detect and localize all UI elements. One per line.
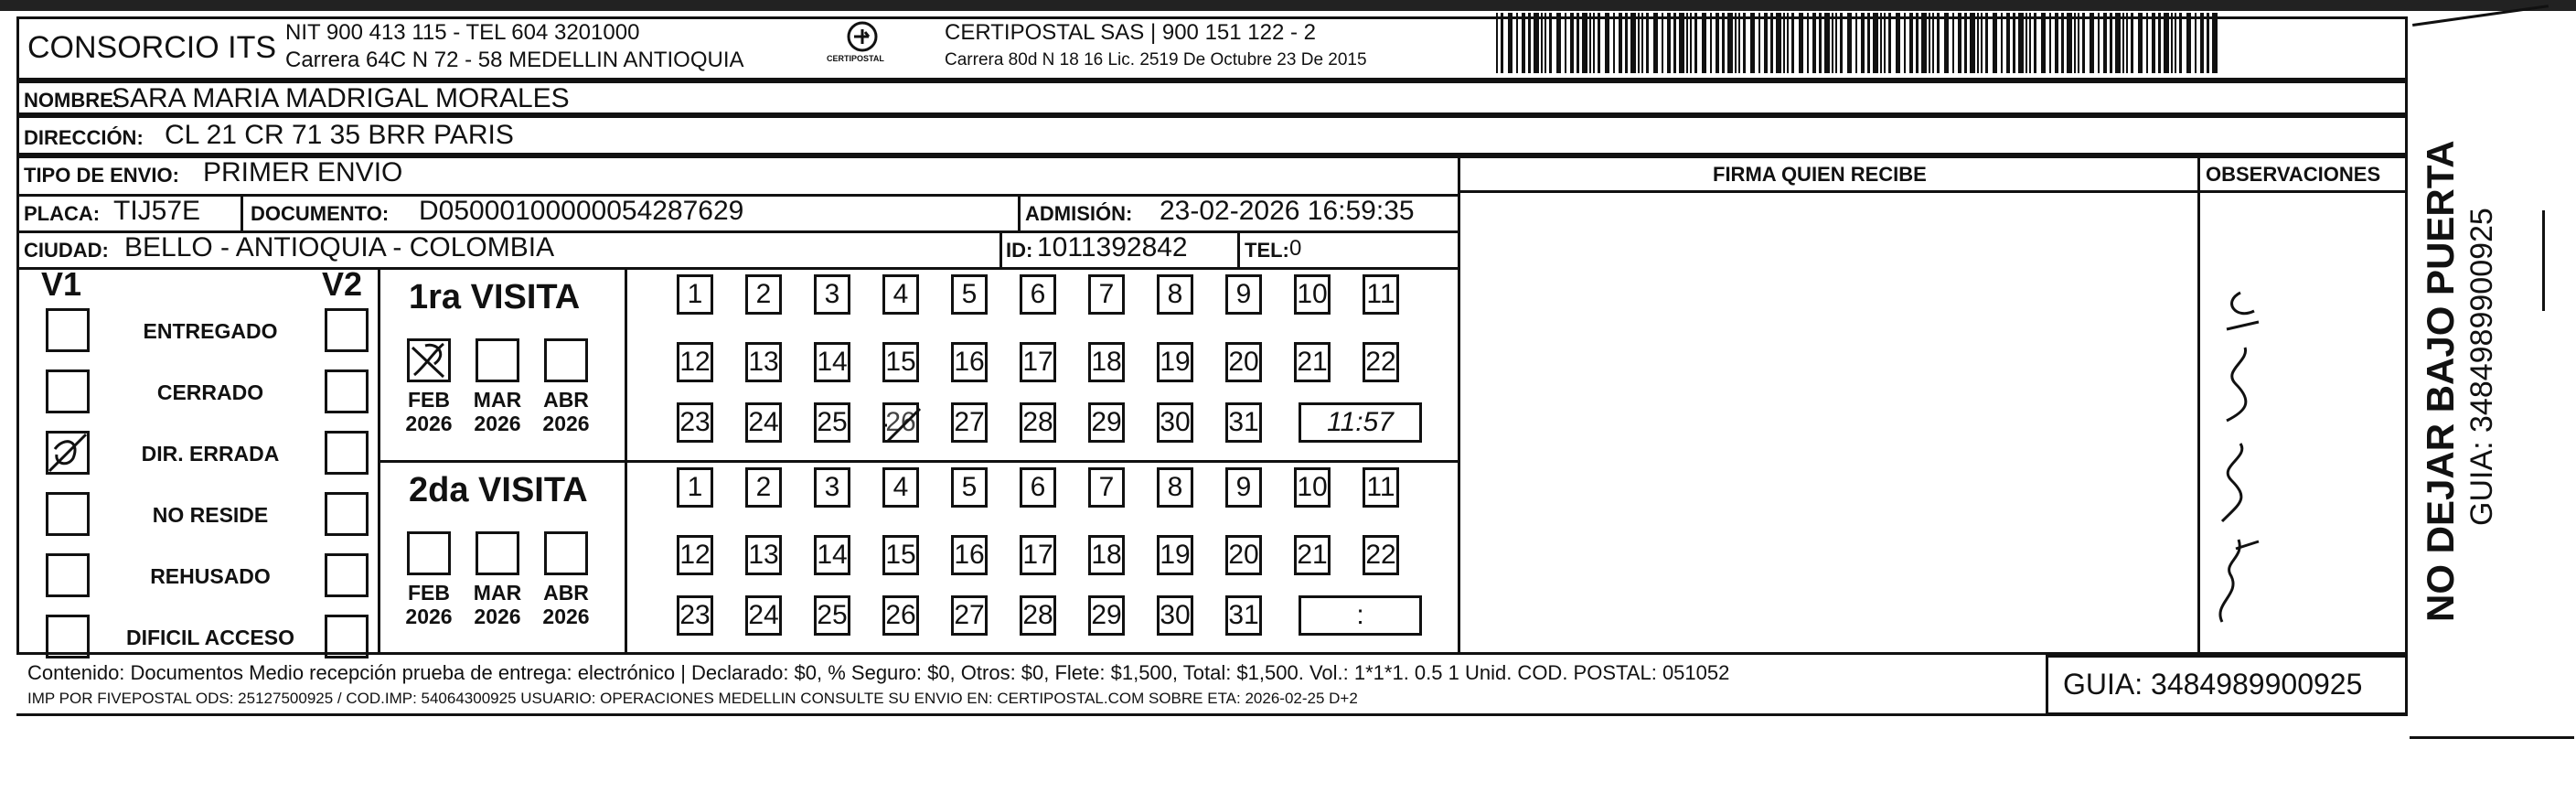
barcode-bar [1508,13,1512,73]
month-label [397,581,461,629]
month-name: ABR [543,581,589,605]
v2-checkbox[interactable] [325,615,369,658]
barcode-bar [1577,13,1579,73]
day-box[interactable]: 15 [882,535,919,575]
barcode-bar [1735,13,1737,73]
row-line [16,267,1458,270]
day-box[interactable]: 22 [1363,342,1399,382]
handwritten-observation-icon [2204,274,2277,640]
barcode-bar [1861,13,1865,73]
day-box[interactable]: 29 [1088,595,1125,636]
barcode-bar [1667,13,1671,73]
barcode-bar [1619,13,1622,73]
barcode-bar [2001,13,2003,73]
day-box[interactable]: 1 [677,467,713,508]
barcode-bar [1840,13,1843,73]
day-box[interactable]: 23 [677,402,713,443]
barcode-bar [1776,13,1781,73]
barcode-bar [1964,13,1967,73]
barcode-bar [1534,13,1539,73]
month-checkbox[interactable] [407,531,451,575]
barcode-bar [1787,13,1789,73]
barcode-bar [1977,13,1979,73]
barcode-bar [1690,13,1692,73]
cell-divider [999,230,1002,267]
barcode-bar [2090,13,2094,73]
months-divider [625,267,627,655]
barcode-bar [2006,13,2010,73]
month-checkbox[interactable] [407,338,451,382]
barcode-bar [1770,13,1773,73]
day-box[interactable]: 9 [1225,274,1262,315]
day-box[interactable]: 20 [1225,342,1262,382]
day-box[interactable]: 2 [745,274,782,315]
footer-guia: GUIA: 3484989900925 [2063,668,2363,701]
month-year: 2026 [542,412,590,436]
day-box[interactable]: 6 [1020,274,1056,315]
day-box[interactable]: 27 [951,402,988,443]
day-box[interactable]: 26 [882,595,919,636]
header-underline [1458,190,2408,193]
barcode-bar [1981,13,1983,73]
day-box[interactable]: 25 [814,402,850,443]
cell-divider [1018,194,1021,230]
barcode-bar [1545,13,1546,73]
month-name: ABR [543,388,589,412]
barcode-bar [1867,13,1870,73]
day-box[interactable]: 24 [745,595,782,636]
nombre-value: SARA MARIA MADRIGAL MORALES [112,83,570,113]
month-name: FEB [408,581,450,605]
month-year: 2026 [474,412,521,436]
barcode-bar [1904,13,1906,73]
barcode-bar [2195,13,2197,73]
barcode-bar [1613,13,1615,73]
month-checkbox[interactable] [476,531,519,575]
month-name: FEB [408,388,450,412]
barcode-bar [1582,13,1587,73]
barcode-bar [1847,13,1852,73]
barcode-bar [1764,13,1768,73]
barcode-bar [1598,13,1600,73]
barcode-bar [1807,13,1809,73]
barcode-bar [2055,13,2058,73]
barcode-bar [1702,13,1706,73]
cell-divider [240,194,243,230]
barcode-bar [1565,13,1566,73]
barcode [1496,13,2228,73]
day-box[interactable]: 31 [1225,595,1262,636]
day-box[interactable]: 21 [1294,535,1331,575]
barcode-bar [2082,13,2085,73]
month-name: MAR [473,388,522,412]
day-box[interactable]: 1 [677,274,713,315]
side-guia-text: GUIA: 3484989900925 [2464,208,2499,526]
barcode-bar [1653,13,1658,73]
firma-header: FIRMA QUIEN RECIBE [1713,163,1927,186]
day-box[interactable]: 8 [1157,467,1193,508]
ciudad-value: BELLO - ANTIOQUIA - COLOMBIA [124,232,555,262]
month-year: 2026 [542,605,590,629]
barcode-bar [1694,13,1697,73]
day-box[interactable]: 16 [951,535,988,575]
status-label: CERRADO [156,380,264,404]
day-box[interactable]: 10 [1294,274,1331,315]
barcode-bar [2179,13,2182,73]
barcode-bar [2152,13,2155,73]
day-box[interactable]: 27 [951,595,988,636]
barcode-bar [1832,13,1833,73]
strike-mark-icon [885,405,922,445]
id-value: 1011392842 [1037,232,1188,262]
barcode-bar [2171,13,2173,73]
barcode-bar [1673,13,1676,73]
barcode-bar [1783,13,1785,73]
edge-line [2542,210,2545,311]
day-box[interactable]: 14 [814,342,850,382]
barcode-bar [1496,13,1498,73]
id-label: ID: [1006,239,1033,262]
barcode-bar [2026,13,2027,73]
month-checkbox[interactable] [544,338,588,382]
v2-checkbox[interactable] [325,492,369,536]
status-label: REHUSADO [150,564,271,588]
day-box[interactable]: 17 [1020,342,1056,382]
day-box[interactable]: 7 [1088,467,1125,508]
barcode-bar [1522,13,1525,73]
day-box[interactable]: 25 [814,595,850,636]
certipostal-logo-text: CERTIPOSTAL [827,54,884,63]
barcode-bar [2207,13,2209,73]
barcode-bar [1758,13,1760,73]
day-box[interactable]: 30 [1157,402,1193,443]
barcode-bar [2146,13,2148,73]
barcode-bar [1593,13,1595,73]
struck-day-text: 26 [885,407,916,437]
barcode-bar [1738,13,1740,73]
day-box[interactable]: 23 [677,595,713,636]
barcode-bar [1937,13,1940,73]
sender-nit: NIT 900 413 115 - TEL 604 3201000 [285,20,640,45]
barcode-bar [1528,13,1531,73]
barcode-bar [1916,13,1919,73]
sender-company: CONSORCIO ITS [27,30,277,65]
v1-checkbox[interactable] [46,492,90,536]
barcode-bar [2126,13,2128,73]
tipo-value: PRIMER ENVIO [203,157,403,187]
barcode-bar [2138,13,2143,73]
month-label [534,581,598,629]
barcode-bar [1501,13,1503,73]
barcode-bar [1630,13,1636,73]
day-box[interactable]: 6 [1020,467,1056,508]
barcode-bar [1722,13,1725,73]
status-label: NO RESIDE [152,503,269,527]
footer-contenido: Contenido: Documentos Medio recepción prueba de entrega: electrónico | Declarado: $0, % Seguro: $0, Otros: $0, Flete: $1,500, Total: $1,500. Vol.: 1*1*1. 0.5 1 Unid. COD. POSTAL: 051052 [27,661,1730,684]
day-box[interactable]: 18 [1088,342,1125,382]
barcode-bar [1641,13,1643,73]
documento-label: DOCUMENTO: [251,202,390,225]
month-year: 2026 [405,412,453,436]
barcode-bar [2029,13,2031,73]
barcode-bar [2175,13,2176,73]
status-label: ENTREGADO [143,319,278,343]
barcode-bar [2122,13,2124,73]
barcode-bar [1993,13,1997,73]
barcode-bar [1909,13,1913,73]
barcode-bar [1970,13,1975,73]
day-box[interactable]: 30 [1157,595,1193,636]
ciudad-label: CIUDAD: [24,239,109,262]
barcode-bar [1929,13,1930,73]
day-box[interactable]: 7 [1088,274,1125,315]
day-box[interactable]: 20 [1225,535,1262,575]
v1-checkbox[interactable] [46,369,90,413]
day-box[interactable]: 3 [814,274,850,315]
barcode-bar [1541,13,1543,73]
day-box[interactable]: 12 [677,535,713,575]
month-checkbox[interactable] [544,531,588,575]
admision-label: ADMISIÓN: [1025,202,1133,225]
day-box[interactable]: 5 [951,274,988,315]
barcode-bar [1750,13,1755,73]
barcode-bar [1873,13,1878,73]
placa-label: PLACA: [24,202,101,225]
cell-divider [1237,230,1240,267]
barcode-bar [1888,13,1891,73]
day-box[interactable]: 5 [951,467,988,508]
day-box[interactable]: 17 [1020,535,1056,575]
barcode-bar [1958,13,1961,73]
barcode-bar [1556,13,1561,73]
barcode-bar [1589,13,1591,73]
barcode-bar [1819,13,1822,73]
day-box[interactable]: 28 [1020,595,1056,636]
barcode-bar [2131,13,2133,73]
barcode-bar [1549,13,1552,73]
barcode-bar [2200,13,2204,73]
day-box[interactable]: 11 [1363,274,1399,315]
month-checkbox[interactable] [476,338,519,382]
day-box[interactable]: 9 [1225,467,1262,508]
visit-divider [378,460,1458,463]
barcode-bar [1605,13,1609,73]
v1-checkbox[interactable] [46,615,90,658]
direccion-label: DIRECCIÓN: [24,126,144,149]
barcode-bar [2074,13,2076,73]
tipo-label: TIPO DE ENVIO: [24,164,179,187]
v2-checkbox[interactable] [325,308,369,352]
documento-value: D05000100000054287629 [419,196,744,226]
barcode-bar [1896,13,1900,73]
barcode-bar [1985,13,1988,73]
barcode-bar [1638,13,1640,73]
barcode-bar [2034,13,2036,73]
barcode-bar [2061,13,2064,73]
day-box[interactable] [882,402,919,443]
barcode-bar [1516,13,1518,73]
v2-checkbox[interactable] [325,553,369,597]
divider-left-signature [1458,155,1460,655]
nombre-label: NOMBRE: [24,89,121,112]
day-box[interactable]: 4 [882,274,919,315]
barcode-bar [1791,13,1794,73]
barcode-bar [2018,13,2024,73]
barcode-bar [2013,13,2015,73]
barcode-bar [1952,13,1954,73]
edge-line [2410,736,2574,739]
no-dejar-bajo-puerta-text: NO DEJAR BAJO PUERTA [2419,140,2462,622]
top-edge-band [0,0,2576,11]
sender-address: Carrera 64C N 72 - 58 MEDELLIN ANTIOQUIA [285,48,744,72]
barcode-bar [1570,13,1574,73]
admision-value: 23-02-2026 16:59:35 [1160,196,1415,226]
barcode-bar [1716,13,1719,73]
barcode-bar [2103,13,2107,73]
carrier-name: CERTIPOSTAL SAS | 900 151 122 - 2 [945,20,1316,45]
month-label [534,388,598,436]
day-box[interactable]: 24 [745,402,782,443]
day-box[interactable]: 8 [1157,274,1193,315]
barcode-bar [2110,13,2112,73]
barcode-bar [1662,13,1663,73]
v1-checkbox[interactable] [46,431,90,475]
time-box[interactable]: 11:57 [1299,402,1422,443]
barcode-bar [1646,13,1649,73]
day-box[interactable]: 3 [814,467,850,508]
barcode-bar [1944,13,1949,73]
day-box[interactable]: 13 [745,535,782,575]
v2-checkbox[interactable] [325,431,369,475]
v1-header: V1 [41,265,82,303]
tel-value: 0 [1289,236,1302,261]
barcode-bar [1884,13,1886,73]
month-label [465,581,529,629]
barcode-bar [1686,13,1688,73]
barcode-bar [2115,13,2121,73]
barcode-bar [1824,13,1830,73]
status-label: DIFICIL ACCESO [125,626,294,649]
barcode-bar [2158,13,2161,73]
barcode-bar [2098,13,2100,73]
barcode-bar [1855,13,1857,73]
barcode-bar [1743,13,1746,73]
barcode-bar [1710,13,1712,73]
day-box[interactable]: 4 [882,467,919,508]
day-box[interactable]: 28 [1020,402,1056,443]
observaciones-header: OBSERVACIONES [2206,163,2381,186]
month-name: MAR [473,581,522,605]
day-box[interactable]: 12 [677,342,713,382]
day-box[interactable]: 31 [1225,402,1262,443]
barcode-bar [2049,13,2051,73]
month-label [465,388,529,436]
v2-header: V2 [322,265,363,303]
v1-checkbox[interactable] [46,308,90,352]
barcode-bar [2067,13,2072,73]
day-box[interactable]: 10 [1294,467,1331,508]
day-box[interactable]: 21 [1294,342,1331,382]
month-label [397,388,461,436]
day-box[interactable]: 16 [951,342,988,382]
day-box[interactable]: 19 [1157,342,1193,382]
day-box[interactable]: 11 [1363,467,1399,508]
barcode-bar [1880,13,1882,73]
day-box[interactable]: 14 [814,535,850,575]
day-box[interactable]: 29 [1088,402,1125,443]
day-box[interactable]: 15 [882,342,919,382]
time-box[interactable]: : [1299,595,1422,636]
direccion-value: CL 21 CR 71 35 BRR PARIS [165,120,514,150]
v2-checkbox[interactable] [325,369,369,413]
barcode-bar [1625,13,1628,73]
day-box[interactable]: 18 [1088,535,1125,575]
v1-checkbox[interactable] [46,553,90,597]
placa-value: TIJ57E [113,196,201,226]
barcode-bar [2041,13,2046,73]
barcode-bar [1812,13,1816,73]
day-box[interactable]: 2 [745,467,782,508]
barcode-bar [1727,13,1733,73]
day-box[interactable]: 22 [1363,535,1399,575]
barcode-bar [1932,13,1934,73]
status-label: DIR. ERRADA [141,442,280,466]
barcode-bar [2186,13,2191,73]
month-year: 2026 [474,605,521,629]
carrier-license: Carrera 80d N 18 16 Lic. 2519 De Octubre 23 De 2015 [945,50,1367,70]
tel-label: TEL: [1245,239,1289,262]
barcode-bar [1679,13,1684,73]
barcode-bar [1835,13,1837,73]
day-box[interactable]: 13 [745,342,782,382]
barcode-bar [2164,13,2169,73]
barcode-bar [1799,13,1803,73]
month-year: 2026 [405,605,453,629]
footer-imp: IMP POR FIVEPOSTAL ODS: 25127500925 / COD.IMP: 54064300925 USUARIO: OPERACIONES MEDELLIN CONSULTE SU ENVIO EN: CERTIPOSTAL.COM SOBRE ETA: 2026-02-25 D+2 [27,690,1358,707]
barcode-bar [2078,13,2079,73]
visit2-title: 2da VISITA [409,471,588,509]
visit1-title: 1ra VISITA [409,278,581,316]
day-box[interactable]: 19 [1157,535,1193,575]
barcode-bar [2212,13,2218,73]
divider-signature-observaciones [2197,155,2200,655]
barcode-bar [1921,13,1927,73]
